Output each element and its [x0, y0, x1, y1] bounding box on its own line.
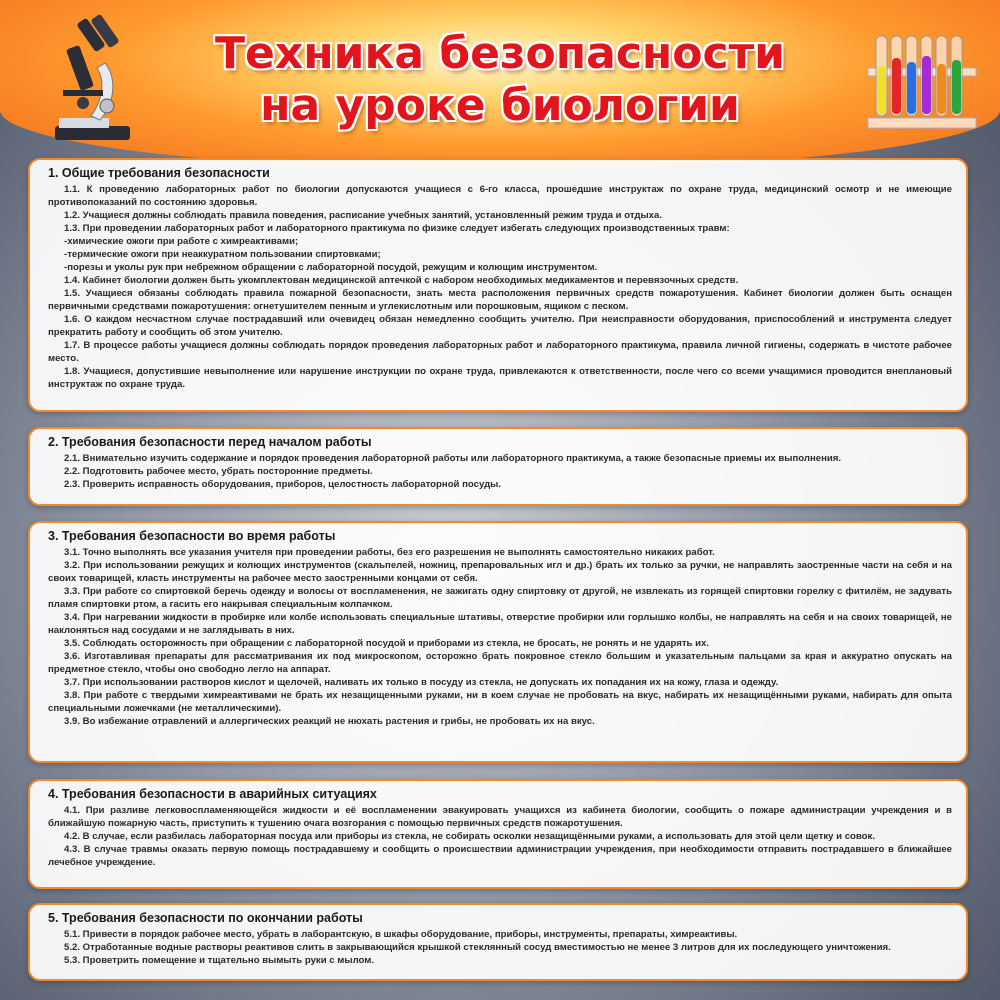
rule-item: 1.1. К проведению лабораторных работ по биологии допускаются учащиеся с 6-го класса, прошедшие инструктаж по охране труда, медицинский осмотр и не имеющие противопоказаний по состоянию здоровья.	[48, 184, 952, 208]
section-general-requirements	[28, 158, 968, 412]
rule-item: 4.1. При разливе легковоспламеняющейся жидкости и её воспламенении эвакуировать учащихся из кабинета биологии, сообщить о пожаре администрации учреждения и в ближайшую пожарную часть, приступить к тушению очага возгорания с помощью первичных средств пожаротушения.	[48, 805, 952, 829]
section-heading: 2. Требования безопасности перед началом работы	[48, 435, 372, 449]
section-before-work	[28, 427, 968, 506]
rule-item: 4.2. В случае, если разбилась лабораторная посуда или приборы из стекла, не собирать осколки незащищёнными руками, а использовать для этой цели щетку и совок.	[64, 831, 875, 842]
section-during-work	[28, 521, 968, 763]
title-line-1: Техника безопасности	[215, 28, 785, 79]
rule-item: 1.8. Учащиеся, допустившие невыполнение или нарушение инструкции по охране труда, привлекаются к ответственности, после чего со всеми учащимися проводится внеплановый инструктаж по охране труда.	[48, 366, 952, 390]
rule-item: 3.8. При работе с твердыми химреактивами не брать их незащищенными руками, ни в коем случае не пробовать на вкус, набирать их незащищёнными руками, набирать для опыта специальными ложечками (не металлическими).	[48, 690, 952, 714]
rule-item: 2.1. Внимательно изучить содержание и порядок проведения лабораторной работы или лабораторного практикума, а также безопасные приемы их выполнения.	[64, 453, 842, 464]
rule-item: 5.2. Отработанные водные растворы реактивов слить в закрывающийся крышкой стеклянный сосуд вместимостью не менее 3 литров для их последующего уничтожения.	[64, 942, 891, 953]
rule-item: 1.5. Учащиеся обязаны соблюдать правила пожарной безопасности, знать места расположения первичных средств пожаротушения. Кабинет биологии должен быть оснащен первичными средствами пожаротушения: огнетушителем пенным и углекислотным или порошковым, ящиком с песком.	[48, 288, 952, 312]
section-after-work	[28, 903, 968, 981]
rule-item: 5.3. Проветрить помещение и тщательно вымыть руки с мылом.	[64, 955, 375, 966]
page-title	[150, 28, 850, 132]
rule-item: 3.1. Точно выполнять все указания учителя при проведении работы, без его разрешения не выполнять самостоятельно никаких работ.	[64, 547, 715, 558]
rule-item: 3.6. Изготавливая препараты для рассматривания их под микроскопом, осторожно брать покровное стекло большим и указательным пальцами за края и аккуратно опускать на предметное стекло, чтобы оно свободно легло на аппарат.	[48, 651, 952, 675]
rule-item: 1.7. В процессе работы учащиеся должны соблюдать порядок проведения лабораторных работ и лабораторного практикума, правила личной гигиены, содержать в чистоте рабочее место.	[48, 340, 952, 364]
section-heading: 5. Требования безопасности по окончании работы	[48, 911, 363, 925]
section-heading: 3. Требования безопасности во время работы	[48, 529, 336, 543]
rule-item: -химические ожоги при работе с химреактивами;	[64, 236, 299, 247]
rule-item: 3.9. Во избежание отравлений и аллергических реакций не нюхать растения и грибы, не пробовать их на вкус.	[64, 716, 595, 727]
rule-item: 2.3. Проверить исправность оборудования, приборов, целостность лабораторной посуды.	[64, 479, 502, 490]
rule-item: -порезы и уколы рук при небрежном обращении с лабораторной посудой, режущим и колющим инструментом.	[64, 262, 598, 273]
rule-item: 1.6. О каждом несчастном случае пострадавший или очевидец обязан немедленно сообщить учителю. При неисправности оборудования, приспособлений и инструмента следует прекратить работу и сообщить об этом учителю.	[48, 314, 952, 338]
rule-item: 3.4. При нагревании жидкости в пробирке или колбе использовать специальные штативы, отверстие пробирки или горлышко колбы, не направлять на себя и на своих товарищей, не наклоняться над сосудами и не заглядывать в них.	[48, 612, 952, 636]
rule-item: 4.3. В случае травмы оказать первую помощь пострадавшему и сообщить о происшествии администрации учреждения, при необходимости отправить пострадавшего в ближайшее лечебное учреждение.	[48, 844, 952, 868]
test-tubes-icon	[862, 28, 982, 133]
rule-item: 5.1. Привести в порядок рабочее место, убрать в лаборантскую, в шкафы оборудование, приборы, инструменты, препараты, химреактивы.	[64, 929, 738, 940]
microscope-icon	[45, 8, 140, 148]
section-emergency	[28, 779, 968, 889]
rule-item: 3.7. При использовании растворов кислот и щелочей, наливать их только в посуду из стекла, не допускать их попадания их на кожу, глаза и одежду.	[64, 677, 779, 688]
rule-item: 3.5. Соблюдать осторожность при обращении с лабораторной посудой и приборами из стекла, не бросать, не ронять и не ударять их.	[64, 638, 710, 649]
rule-item: 2.2. Подготовить рабочее место, убрать посторонние предметы.	[64, 466, 373, 477]
rule-item: 3.3. При работе со спиртовкой беречь одежду и волосы от воспламенения, не зажигать одну спиртовку от другой, не извлекать из горящей спиртовки горелку с фитилём, не задувать пламя спиртовки ртом, а гасить его накрывая специальным колпачком.	[48, 586, 952, 610]
rule-item: 1.3. При проведении лабораторных работ и лабораторного практикума по физике следует избегать следующих производственных травм:	[64, 223, 730, 234]
rule-item: 3.2. При использовании режущих и колющих инструментов (скальпелей, ножниц, препаровальных игл и др.) брать их только за ручки, не направлять заостренные части на себя и на своих товарищей, класть инструменты на рабочее место заостренными концами от себя.	[48, 560, 952, 584]
section-heading: 1. Общие требования безопасности	[48, 166, 270, 180]
rule-item: 1.2. Учащиеся должны соблюдать правила поведения, расписание учебных занятий, установленный режим труда и отдыха.	[64, 210, 663, 221]
rule-item: 1.4. Кабинет биологии должен быть укомплектован медицинской аптечкой с набором необходимых медикаментов и перевязочных средств.	[64, 275, 739, 286]
rule-item: -термические ожоги при неаккуратном пользовании спиртовками;	[64, 249, 381, 260]
section-heading: 4. Требования безопасности в аварийных ситуациях	[48, 787, 377, 801]
title-line-2: на уроке биологии	[260, 80, 740, 131]
